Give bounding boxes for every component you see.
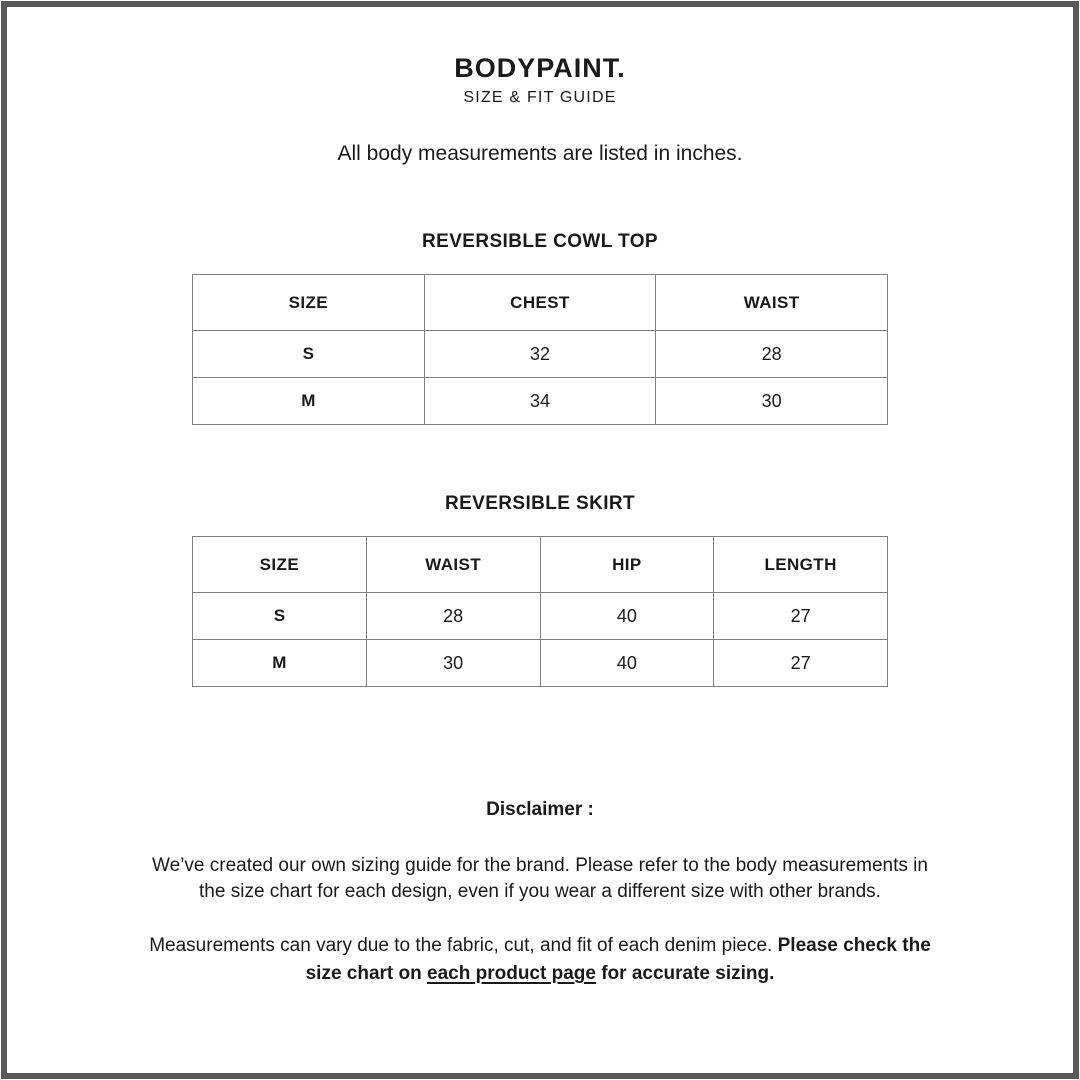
header-row xyxy=(193,275,888,331)
measurement-cell: 28 xyxy=(366,593,540,640)
table-body xyxy=(193,331,888,425)
product-page-link-text[interactable]: each product page xyxy=(427,963,596,984)
disclaimer-paragraph-1: We’ve created our own sizing guide for the brand. Please refer to the body measurements in the size chart for each design, even if you wear a different size with other brands. xyxy=(152,855,928,902)
measurement-unit-note: All body measurements are listed in inches. xyxy=(337,142,743,165)
column-header: CHEST xyxy=(424,275,656,331)
header-row xyxy=(193,537,888,593)
disclaimer-paragraph-2 xyxy=(130,932,950,988)
table-title-cowl-top: REVERSIBLE COWL TOP xyxy=(422,231,658,252)
column-header: HIP xyxy=(540,537,714,593)
measurement-cell: 30 xyxy=(366,640,540,687)
measurement-cell: 27 xyxy=(714,640,888,687)
table-header xyxy=(193,275,888,331)
column-header: WAIST xyxy=(656,275,888,331)
size-table-cowl-top xyxy=(192,274,888,425)
measurement-cell: 40 xyxy=(540,640,714,687)
brand-title: BODYPAINT. xyxy=(454,53,626,83)
size-cell: M xyxy=(193,640,367,687)
table-body xyxy=(193,593,888,687)
column-header: LENGTH xyxy=(714,537,888,593)
table-row xyxy=(193,331,888,378)
disclaimer-heading: Disclaimer : xyxy=(486,799,594,820)
disclaimer-p2-bold-text: Please check the size chart on xyxy=(305,935,931,984)
measurement-cell: 27 xyxy=(714,593,888,640)
measurement-cell: 34 xyxy=(424,378,656,425)
column-header: SIZE xyxy=(193,275,425,331)
size-cell: S xyxy=(193,593,367,640)
measurement-cell: 28 xyxy=(656,331,888,378)
column-header: WAIST xyxy=(366,537,540,593)
table-title-skirt: REVERSIBLE SKIRT xyxy=(444,493,636,514)
size-cell: M xyxy=(193,378,425,425)
measurement-cell: 32 xyxy=(424,331,656,378)
table-row xyxy=(193,593,888,640)
disclaimer-p2-normal-text: Measurements can vary due to the fabric, cut, and fit of each denim piece. xyxy=(149,935,778,956)
page-subtitle: SIZE & FIT GUIDE xyxy=(463,89,617,106)
measurement-cell: 40 xyxy=(540,593,714,640)
table-header xyxy=(193,537,888,593)
column-header: SIZE xyxy=(193,537,367,593)
size-table-skirt xyxy=(192,536,888,687)
table-row xyxy=(193,640,888,687)
size-cell: S xyxy=(193,331,425,378)
disclaimer-p2-bold-tail: for accurate sizing. xyxy=(595,963,775,984)
measurement-cell: 30 xyxy=(656,378,888,425)
table-row xyxy=(193,378,888,425)
